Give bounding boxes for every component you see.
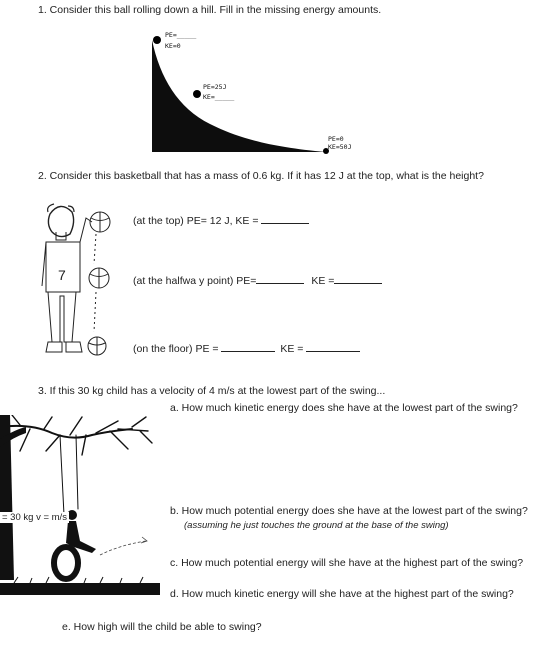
mid-ke-label: KE=_____ <box>203 93 235 101</box>
halfway-line <box>133 274 382 287</box>
question-3b: b. How much potential energy does she have at the lowest part of the swing? <box>170 505 528 517</box>
bottom-ke-label: KE=50J <box>328 143 352 151</box>
floor-pe-blank[interactable] <box>221 342 275 352</box>
question-2: 2. Consider this basketball that has a mass of 0.6 kg. If it has 12 J at the top, what is the height? <box>38 170 484 182</box>
top-line <box>133 214 309 227</box>
question-3c: c. How much potential energy will she have at the highest part of the swing? <box>170 557 524 569</box>
question-3b-note: (assuming he just touches the ground at the base of the swing) <box>184 520 449 531</box>
question-3: 3. If this 30 kg child has a velocity of 4 m/s at the lowest part of the swing... <box>38 385 386 397</box>
floor-line <box>133 342 360 355</box>
floor-ke-text: KE = <box>280 343 307 355</box>
top-ke-blank[interactable] <box>261 214 309 224</box>
top-pe-label: PE=_____ <box>165 31 197 39</box>
halfway-ke-blank[interactable] <box>334 274 382 284</box>
question-3a: a. How much kinetic energy does she have at the lowest part of the swing? <box>170 402 518 414</box>
top-line-text: (at the top) PE= 12 J, KE = <box>133 215 262 227</box>
floor-pe-text: (on the floor) PE = <box>133 343 222 355</box>
halfway-ke-text: KE = <box>311 275 335 287</box>
basketball-player-illustration <box>38 200 128 360</box>
floor-ke-blank[interactable] <box>306 342 360 352</box>
halfway-pe-text: (at the halfwa y point) PE= <box>133 275 257 287</box>
jersey-number: 7 <box>58 267 66 283</box>
top-ke-label: KE=0 <box>165 42 181 50</box>
question-3e: e. How high will the child be able to swing? <box>62 621 262 633</box>
tree-swing-illustration <box>0 415 160 595</box>
halfway-pe-blank[interactable] <box>256 274 304 284</box>
ball-middle <box>193 90 201 98</box>
tire-swing <box>54 547 78 579</box>
bottom-pe-label: PE=0 <box>328 135 344 143</box>
swing-overlay-label: = 30 kg v = m/s <box>2 512 67 523</box>
question-3d: d. How much kinetic energy will she have at the highest part of the swing? <box>170 588 514 600</box>
ball-top <box>153 36 161 44</box>
hill-diagram <box>0 0 555 160</box>
mid-pe-label: PE=25J <box>203 83 227 91</box>
question-1: 1. Consider this ball rolling down a hill. Fill in the missing energy amounts. <box>38 4 382 16</box>
swing-overlay-text <box>0 512 69 523</box>
